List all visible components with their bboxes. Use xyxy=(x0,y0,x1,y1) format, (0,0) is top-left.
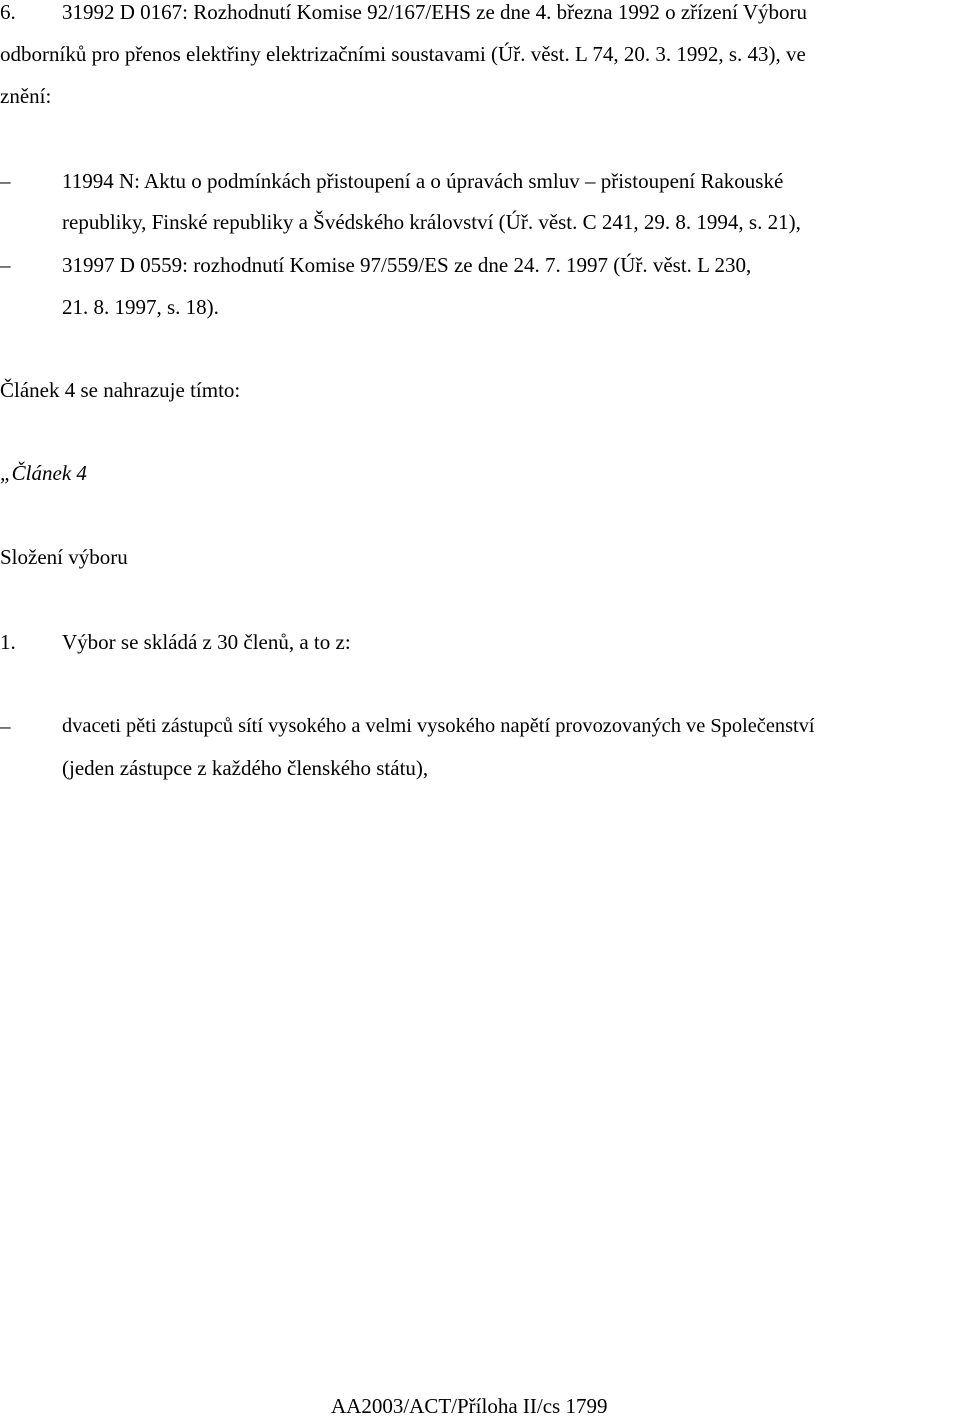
amendment-1-line-1: 11994 N: Aktu o podmínkách přistoupení a o úpravách smluv – přistoupení Rakouské xyxy=(62,169,784,193)
dash-bullet: – xyxy=(0,714,11,738)
dash-bullet: – xyxy=(0,169,11,193)
item-6-line-2: odborníků pro přenos elektřiny elektrizačními soustavami (Úř. věst. L 74, 20. 3. 1992, s. 43), ve xyxy=(0,42,806,66)
item-6-line-1: 31992 D 0167: Rozhodnutí Komise 92/167/EHS ze dne 4. března 1992 o zřízení Výboru xyxy=(62,0,807,24)
member-1-line-1: dvaceti pěti zástupců sítí vysokého a velmi vysokého napětí provozovaných ve Společenství xyxy=(62,715,815,737)
amendment-2-line-1: 31997 D 0559: rozhodnutí Komise 97/559/ES ze dne 24. 7. 1997 (Úř. věst. L 230, xyxy=(62,253,752,277)
paragraph-1-number: 1. xyxy=(0,630,16,654)
section-title: Složení výboru xyxy=(0,545,128,569)
amendment-1-line-2: republiky, Finské republiky a Švédského království (Úř. věst. C 241, 29. 8. 1994, s. 21), xyxy=(62,210,801,234)
item-6-number: 6. xyxy=(0,0,16,24)
amendment-2-line-2: 21. 8. 1997, s. 18). xyxy=(62,295,219,319)
item-6-line-3: znění: xyxy=(0,84,52,108)
dash-bullet: – xyxy=(0,253,11,277)
paragraph-1-text: Výbor se skládá z 30 členů, a to z: xyxy=(62,630,351,654)
article-heading: „Článek 4 xyxy=(0,461,87,485)
page-footer: AA2003/ACT/Příloha II/cs 1799 xyxy=(331,1394,608,1418)
replacement-intro: Článek 4 se nahrazuje tímto: xyxy=(0,378,241,402)
member-1-line-2: (jeden zástupce z každého členského státu), xyxy=(62,756,429,780)
